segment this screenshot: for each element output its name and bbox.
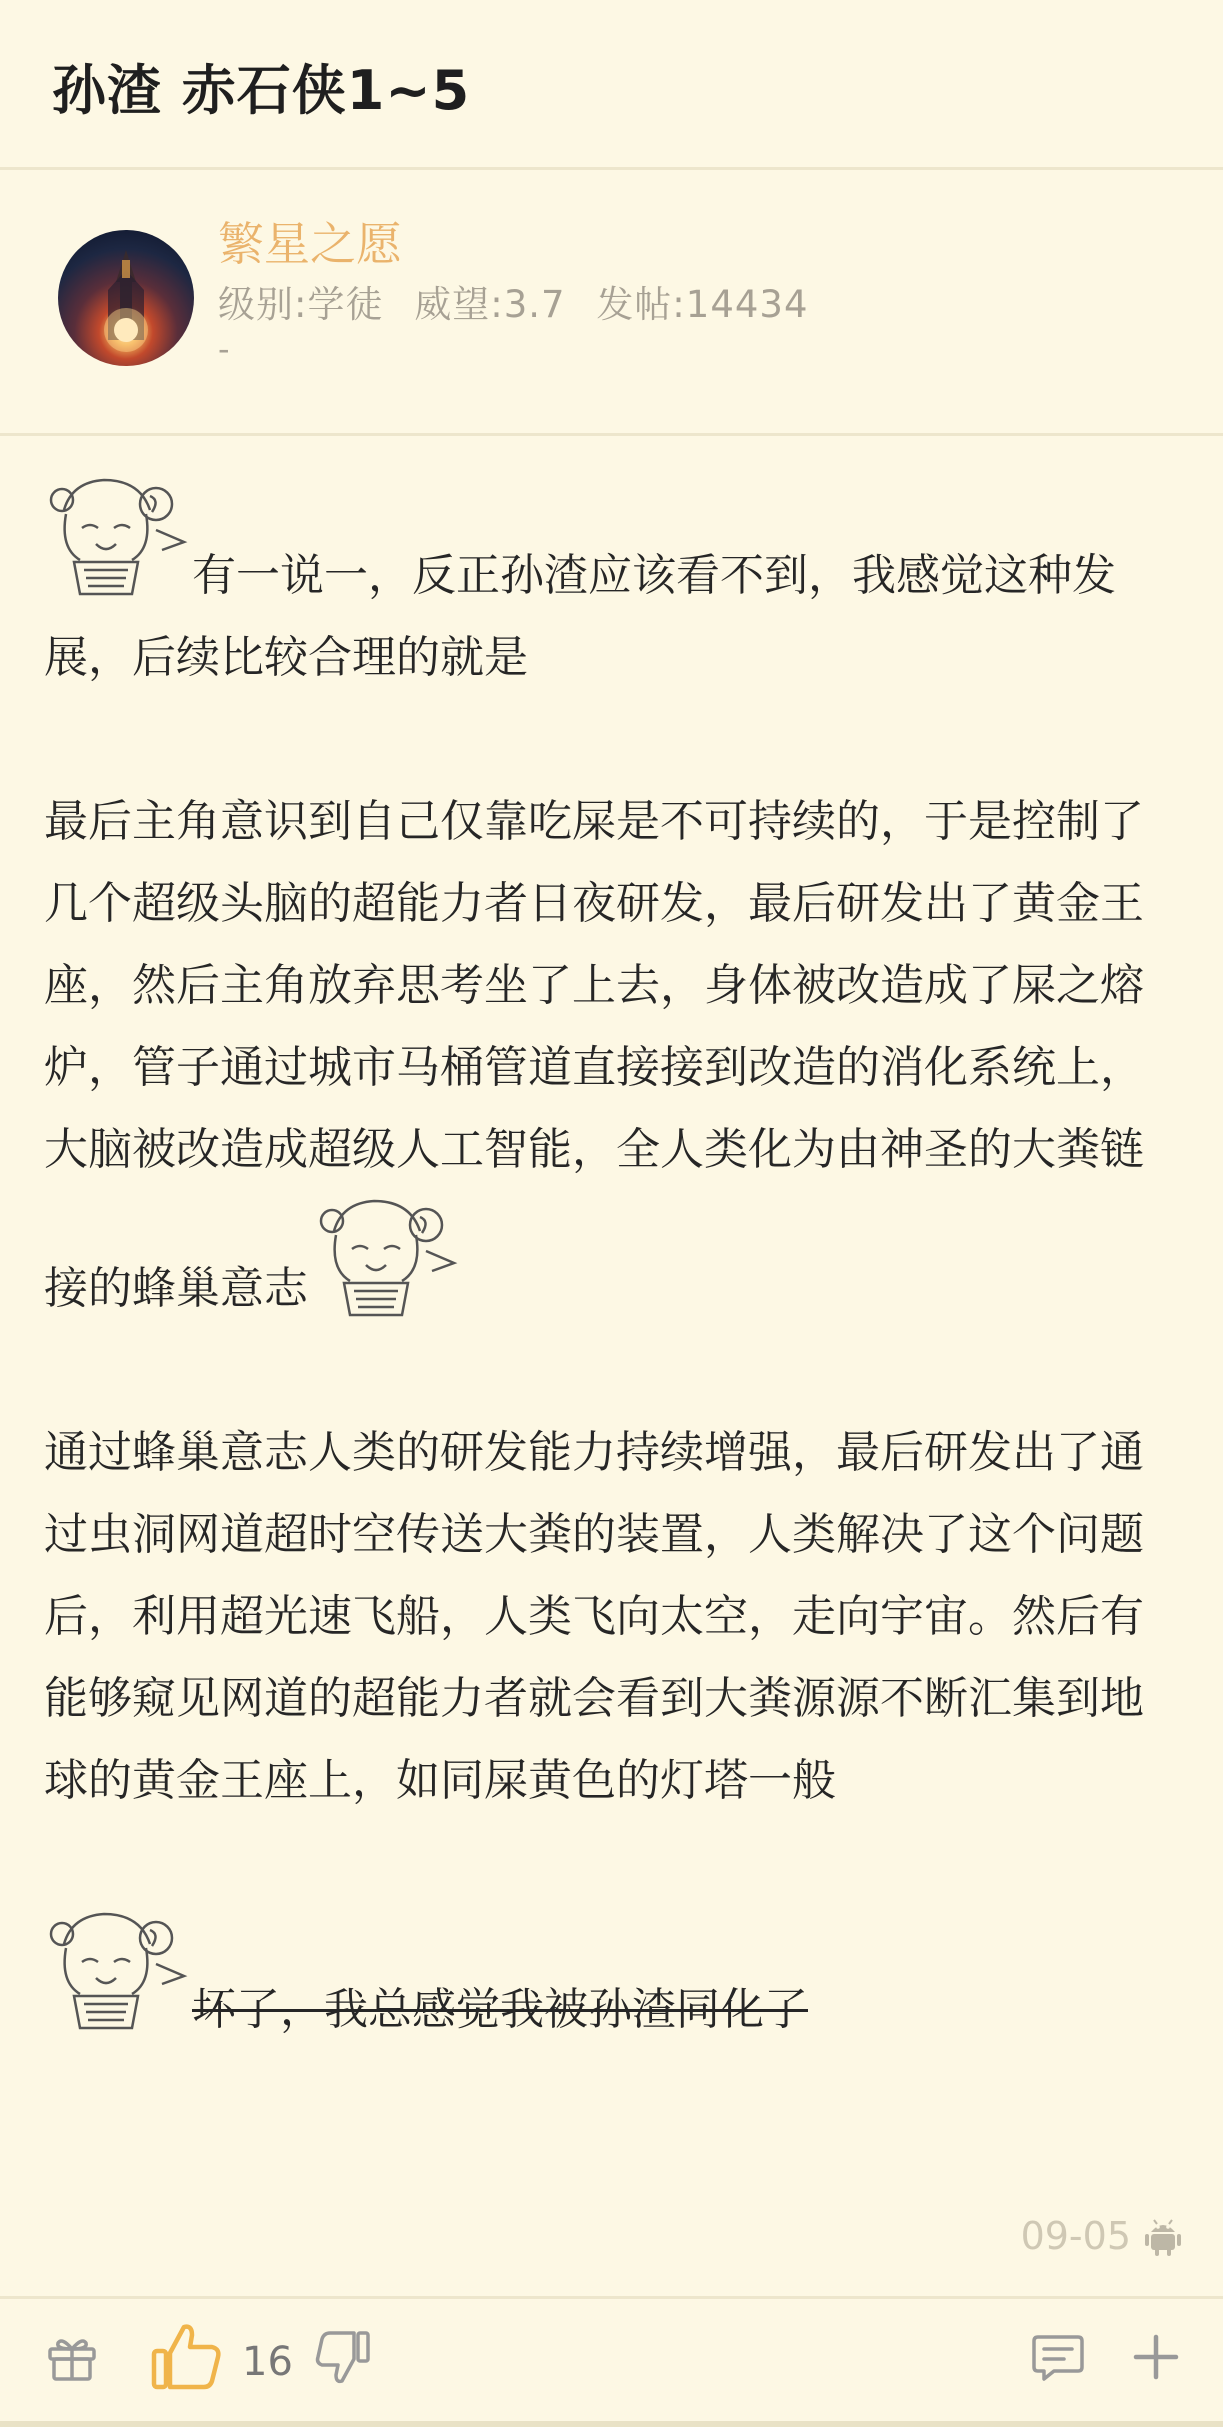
author-prestige: 威望:3.7: [414, 283, 566, 326]
page-title: 孙渣 赤石侠1~5: [52, 59, 471, 122]
action-bar: [0, 2296, 1223, 2427]
paragraph-1: [44, 470, 1179, 699]
gift-icon[interactable]: [44, 2329, 100, 2385]
author-block[interactable]: [0, 172, 1223, 436]
author-level: 级别:学徒: [218, 283, 384, 326]
post-meta: [1021, 2214, 1185, 2258]
post-content: [44, 470, 1179, 2051]
like-count: 16: [242, 2339, 293, 2385]
avatar[interactable]: [58, 230, 194, 366]
comment-icon[interactable]: [1030, 2329, 1086, 2385]
paragraph-4: [44, 1904, 1179, 2051]
author-stats: [218, 274, 826, 328]
thumbs-down-icon[interactable]: [314, 2327, 374, 2387]
chibi-sticker-icon: [44, 470, 192, 600]
chibi-sticker-icon: [314, 1191, 462, 1321]
android-icon: [1141, 2214, 1185, 2258]
author-signature: -: [218, 330, 230, 368]
header: [0, 0, 1223, 170]
paragraph-2: [44, 781, 1179, 1330]
paragraph-3: 通过蜂巢意志人类的研发能力持续增强，最后研发出了通过虫洞网道超时空传送大粪的装置，人类解决了这个问题后，利用超光速飞船，人类飞向太空，走向宇宙。然后有能够窥见网道的超能力者就会看到大粪源源不断汇集到地球的黄金王座上，如同屎黄色的灯塔一般: [44, 1427, 1144, 1806]
chibi-sticker-icon: [44, 1904, 192, 2034]
paragraph-2-text: 最后主角意识到自己仅靠吃屎是不可持续的，于是控制了几个超级头脑的超能力者日夜研发，最后研发出了黄金王座，然后主角放弃思考坐了上去，身体被改造成了屎之熔炉，管子通过城市马桶管道直接接到改造的消化系统上，大脑被改造成超级人工智能，全人类化为由神圣的大粪链接的蜂巢意志: [44, 796, 1144, 1314]
author-name[interactable]: 繁星之愿: [218, 217, 402, 271]
bottom-divider: [0, 2421, 1223, 2427]
strikethrough-text: 坏了，我总感觉我被孙渣同化了: [192, 1984, 808, 2035]
author-post-count: 发帖:14434: [596, 283, 809, 326]
plus-icon[interactable]: [1128, 2329, 1184, 2385]
post-date: 09-05: [1020, 2214, 1131, 2258]
paragraph-1-text: 有一说一，反正孙渣应该看不到，我感觉这种发展，后续比较合理的就是: [44, 550, 1116, 683]
thumbs-up-icon[interactable]: [148, 2319, 224, 2395]
